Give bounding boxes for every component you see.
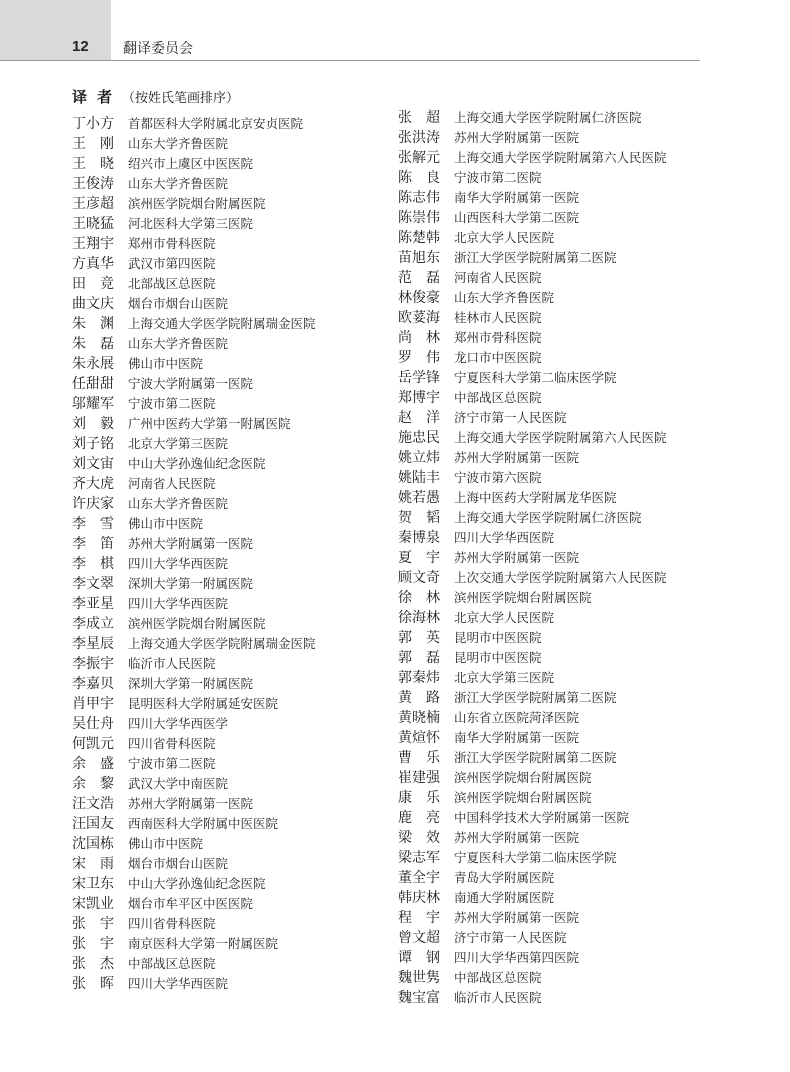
translator-entry [398,168,728,188]
translator-affiliation: 北京大学第三医院 [128,436,229,451]
translator-affiliation: 宁波市第二医院 [454,170,542,185]
translator-name: 何凯元 [72,736,114,752]
translator-entry [398,728,728,748]
translator-affiliation: 中国科学技术大学附属第一医院 [454,810,630,825]
translator-entry [398,148,728,168]
translator-affiliation: 四川大学华西第四医院 [454,950,580,965]
translator-name: 郭 英 [398,630,440,646]
translator-entry [398,208,728,228]
translator-name: 田 竞 [72,276,114,292]
translator-affiliation: 苏州大学附属第一医院 [454,450,580,465]
translator-entry [72,794,402,814]
translator-affiliation: 苏州大学附属第一医院 [454,130,580,145]
translator-entry [398,908,728,928]
translator-name: 韩庆林 [398,890,440,906]
heading-sort-note: （按姓氏笔画排序） [122,91,240,106]
translator-name: 崔建强 [398,770,440,786]
translator-entry [72,174,402,194]
translator-entry [398,708,728,728]
translator-affiliation: 烟台市烟台山医院 [128,856,229,871]
translator-affiliation: 山东大学齐鲁医院 [128,136,229,151]
translator-entry [72,894,402,914]
translator-name: 陈 良 [398,170,440,186]
translator-affiliation: 西南医科大学附属中医医院 [128,816,279,831]
translator-entry [72,394,402,414]
translator-affiliation: 宁波市第二医院 [128,756,216,771]
translator-name: 黄煊怀 [398,730,440,746]
translator-entry [398,868,728,888]
translator-affiliation: 山西医科大学第二医院 [454,210,580,225]
translator-name: 陈楚韩 [398,230,440,246]
translator-entry [72,514,402,534]
translator-name: 宋 雨 [72,856,114,872]
translator-affiliation: 苏州大学附属第一医院 [128,536,254,551]
translator-entry [398,268,728,288]
translator-affiliation: 苏州大学附属第一医院 [454,830,580,845]
section-heading [72,86,239,107]
translator-name: 曾文超 [398,930,440,946]
translator-name: 余 黎 [72,776,114,792]
translator-name: 汪文浩 [72,796,114,812]
translator-name: 范 磊 [398,270,440,286]
translator-name: 欧荽海 [398,310,440,326]
translator-affiliation: 苏州大学附属第一医院 [128,796,254,811]
translator-name: 邬耀军 [72,396,114,412]
translator-name: 李振宇 [72,656,114,672]
translator-entry [398,628,728,648]
translator-entry [398,608,728,628]
translator-entry [72,434,402,454]
translator-name: 张 宇 [72,916,114,932]
translator-entry [398,408,728,428]
translator-name: 王俊涛 [72,176,114,192]
translator-entry [398,568,728,588]
translator-entry [398,988,728,1008]
translator-entry [398,328,728,348]
translator-name: 朱 渊 [72,316,114,332]
translator-name: 王彦超 [72,196,114,212]
translator-affiliation: 济宁市第一人民医院 [454,410,567,425]
translator-name: 张 超 [398,110,440,126]
translator-entry [398,768,728,788]
translator-affiliation: 宁波市第二医院 [128,396,216,411]
translator-affiliation: 宁波市第六医院 [454,470,542,485]
translator-name: 刘子铭 [72,436,114,452]
translator-name: 李 雪 [72,516,114,532]
translator-entry [398,888,728,908]
translator-name: 方真华 [72,256,114,272]
translator-name: 李 棋 [72,556,114,572]
translator-name: 李星辰 [72,636,114,652]
translator-entry [398,808,728,828]
translator-affiliation: 上海交通大学医学院附属仁济医院 [454,510,642,525]
translator-entry [398,548,728,568]
translator-entry [398,348,728,368]
translator-entry [72,454,402,474]
translator-entry [398,448,728,468]
translator-affiliation: 山东大学齐鲁医院 [128,336,229,351]
translator-entry [72,254,402,274]
translator-affiliation: 滨州医学院烟台附属医院 [454,770,592,785]
translator-entry [398,968,728,988]
translator-affiliation: 北京大学人民医院 [454,230,555,245]
translator-affiliation: 昆明市中医医院 [454,630,542,645]
translator-affiliation: 中部战区总医院 [128,956,216,971]
translator-affiliation: 苏州大学附属第一医院 [454,550,580,565]
translator-affiliation: 烟台市烟台山医院 [128,296,229,311]
translator-affiliation: 北部战区总医院 [128,276,216,291]
translator-affiliation: 滨州医学院烟台附属医院 [128,196,266,211]
translator-entry [398,788,728,808]
translator-name: 黄 路 [398,690,440,706]
translator-entry [398,468,728,488]
translator-entry [72,474,402,494]
translator-entry [72,154,402,174]
translator-name: 齐大虎 [72,476,114,492]
translator-entry [72,554,402,574]
translator-affiliation: 上海交通大学医学院附属仁济医院 [454,110,642,125]
running-title: 翻译委员会 [123,41,193,57]
translator-affiliation: 临沂市人民医院 [454,990,542,1005]
translator-name: 姚立炜 [398,450,440,466]
translator-affiliation: 上海交通大学医学院附属瑞金医院 [128,636,316,651]
translator-affiliation: 上海交通大学医学院附属第六人民医院 [454,430,667,445]
translator-affiliation: 佛山市中医院 [128,516,204,531]
translator-entry [398,688,728,708]
translator-name: 李 笛 [72,536,114,552]
translator-name: 郑博宇 [398,390,440,406]
translator-name: 施忠民 [398,430,440,446]
translator-entry [72,574,402,594]
translator-affiliation: 山东大学齐鲁医院 [454,290,555,305]
translator-affiliation: 南京医科大学第一附属医院 [128,936,279,951]
translator-name: 李文翠 [72,576,114,592]
translator-name: 刘文宙 [72,456,114,472]
translator-affiliation: 龙口市中医医院 [454,350,542,365]
translator-entry [72,234,402,254]
translator-affiliation: 山东省立医院菏泽医院 [454,710,580,725]
translator-name: 许庆家 [72,496,114,512]
translator-entry [398,488,728,508]
translator-name: 任甜甜 [72,376,114,392]
translator-affiliation: 绍兴市上虞区中医医院 [128,156,254,171]
translator-affiliation: 四川大学华西医院 [128,596,229,611]
translator-entry [72,354,402,374]
translator-entry [398,928,728,948]
translator-entry [72,654,402,674]
translator-affiliation: 佛山市中医院 [128,836,204,851]
translator-entry [398,528,728,548]
translator-name: 曲文庆 [72,296,114,312]
translator-entry [72,334,402,354]
translator-affiliation: 苏州大学附属第一医院 [454,910,580,925]
translator-name: 梁志军 [398,850,440,866]
translator-affiliation: 滨州医学院烟台附属医院 [128,616,266,631]
translator-entry [72,714,402,734]
translator-name: 张 宇 [72,936,114,952]
translator-affiliation: 南通大学附属医院 [454,890,555,905]
translator-name: 王翔宇 [72,236,114,252]
translator-affiliation: 北京大学第三医院 [454,670,555,685]
translator-affiliation: 济宁市第一人民医院 [454,930,567,945]
translator-affiliation: 浙江大学医学院附属第二医院 [454,690,617,705]
translator-affiliation: 四川大学华西医学 [128,716,229,731]
translator-entry [72,874,402,894]
translator-affiliation: 宁夏医科大学第二临床医学院 [454,850,617,865]
translator-entry [72,814,402,834]
translator-affiliation: 中部战区总医院 [454,390,542,405]
translator-affiliation: 中山大学孙逸仙纪念医院 [128,456,266,471]
translator-affiliation: 四川大学华西医院 [454,530,555,545]
translator-name: 秦博泉 [398,530,440,546]
translator-entry [72,194,402,214]
translator-entry [398,108,728,128]
translator-name: 李嘉贝 [72,676,114,692]
translator-name: 尚 林 [398,330,440,346]
translator-affiliation: 滨州医学院烟台附属医院 [454,790,592,805]
translator-name: 林俊豪 [398,290,440,306]
translator-affiliation: 昆明医科大学附属延安医院 [128,696,279,711]
translator-affiliation: 武汉市第四医院 [128,256,216,271]
translator-name: 郭 磊 [398,650,440,666]
translator-name: 梁 效 [398,830,440,846]
translator-name: 黄晓楠 [398,710,440,726]
translator-entry [72,974,402,994]
translator-name: 张 杰 [72,956,114,972]
translator-name: 李亚星 [72,596,114,612]
translator-affiliation: 上海交通大学医学院附属瑞金医院 [128,316,316,331]
translator-entry [72,214,402,234]
translator-name: 张解元 [398,150,440,166]
translator-entry [72,754,402,774]
translator-affiliation: 中山大学孙逸仙纪念医院 [128,876,266,891]
translator-affiliation: 四川省骨科医院 [128,736,216,751]
translator-name: 张 晖 [72,976,114,992]
translator-name: 董全宇 [398,870,440,886]
translator-affiliation: 浙江大学医学院附属第二医院 [454,250,617,265]
translator-entry [72,294,402,314]
translator-name: 康 乐 [398,790,440,806]
translator-affiliation: 青岛大学附属医院 [454,870,555,885]
translator-entry [72,274,402,294]
header-tab-block [0,0,111,60]
translator-name: 赵 洋 [398,410,440,426]
translator-affiliation: 宁波大学附属第一医院 [128,376,254,391]
translator-affiliation: 上次交通大学医学院附属第六人民医院 [454,570,667,585]
translator-affiliation: 烟台市牟平区中医医院 [128,896,254,911]
translator-entry [398,508,728,528]
translator-entry [72,674,402,694]
translator-name: 徐海林 [398,610,440,626]
translator-entry [398,128,728,148]
translator-name: 程 宇 [398,910,440,926]
translator-name: 徐 林 [398,590,440,606]
translator-entry [72,134,402,154]
translator-entry [72,594,402,614]
translator-affiliation: 上海交通大学医学院附属第六人民医院 [454,150,667,165]
translator-affiliation: 宁夏医科大学第二临床医学院 [454,370,617,385]
translator-affiliation: 桂林市人民医院 [454,310,542,325]
translator-entry [72,534,402,554]
translator-name: 王 晓 [72,156,114,172]
translator-name: 姚若愚 [398,490,440,506]
translator-name: 谭 钢 [398,950,440,966]
translator-entry [398,648,728,668]
translator-affiliation: 上海中医药大学附属龙华医院 [454,490,617,505]
translator-entry [72,854,402,874]
translator-entry [72,834,402,854]
translator-affiliation: 山东大学齐鲁医院 [128,496,229,511]
translator-entry [398,248,728,268]
translator-affiliation: 郑州市骨科医院 [128,236,216,251]
translator-name: 吴仕舟 [72,716,114,732]
translator-affiliation: 四川省骨科医院 [128,916,216,931]
translator-name: 朱永展 [72,356,114,372]
translator-name: 王 刚 [72,136,114,152]
translator-affiliation: 昆明市中医医院 [454,650,542,665]
translator-list-left [72,114,402,994]
translator-affiliation: 山东大学齐鲁医院 [128,176,229,191]
translator-entry [72,414,402,434]
translator-affiliation: 郑州市骨科医院 [454,330,542,345]
translator-entry [398,848,728,868]
translator-name: 陈崇伟 [398,210,440,226]
translator-affiliation: 北京大学人民医院 [454,610,555,625]
translator-affiliation: 武汉大学中南医院 [128,776,229,791]
translator-name: 陈志伟 [398,190,440,206]
translator-entry [398,668,728,688]
translator-affiliation: 广州中医药大学第一附属医院 [128,416,291,431]
translator-affiliation: 河北医科大学第三医院 [128,216,254,231]
translator-entry [72,374,402,394]
translator-entry [398,308,728,328]
translator-entry [398,188,728,208]
translator-name: 汪国友 [72,816,114,832]
translator-affiliation: 南华大学附属第一医院 [454,190,580,205]
translator-affiliation: 佛山市中医院 [128,356,204,371]
translator-entry [72,954,402,974]
translator-name: 沈国栋 [72,836,114,852]
translator-entry [72,494,402,514]
translator-entry [72,934,402,954]
translator-affiliation: 中部战区总医院 [454,970,542,985]
translator-name: 苗旭东 [398,250,440,266]
translator-name: 宋凯业 [72,896,114,912]
translator-affiliation: 河南省人民医院 [454,270,542,285]
translator-affiliation: 浙江大学医学院附属第二医院 [454,750,617,765]
translator-name: 罗 伟 [398,350,440,366]
translator-entry [398,228,728,248]
translator-entry [398,368,728,388]
translator-name: 朱 磊 [72,336,114,352]
translator-name: 夏 宇 [398,550,440,566]
translator-affiliation: 四川大学华西医院 [128,556,229,571]
translator-entry [398,428,728,448]
page-number: 12 [72,38,89,55]
translator-affiliation: 深圳大学第一附属医院 [128,676,254,691]
translator-entry [398,388,728,408]
translator-name: 李成立 [72,616,114,632]
translator-affiliation: 四川大学华西医院 [128,976,229,991]
translator-name: 肖甲宇 [72,696,114,712]
translator-affiliation: 滨州医学院烟台附属医院 [454,590,592,605]
translator-entry [72,774,402,794]
translator-entry [72,114,402,134]
translator-name: 刘 毅 [72,416,114,432]
translator-affiliation: 深圳大学第一附属医院 [128,576,254,591]
translator-name: 魏宝富 [398,990,440,1006]
translator-name: 余 盛 [72,756,114,772]
translator-name: 张洪涛 [398,130,440,146]
translator-entry [72,614,402,634]
translator-entry [398,828,728,848]
translator-name: 宋卫东 [72,876,114,892]
translator-list-right [398,108,728,1008]
translator-entry [72,694,402,714]
translator-entry [72,634,402,654]
translator-entry [72,734,402,754]
translator-name: 丁小方 [72,116,114,132]
header-divider [0,60,700,61]
heading-label: 译者 [72,88,123,106]
translator-name: 魏世隽 [398,970,440,986]
translator-affiliation: 临沂市人民医院 [128,656,216,671]
translator-entry [398,748,728,768]
translator-entry [398,948,728,968]
translator-name: 鹿 亮 [398,810,440,826]
translator-name: 姚陆丰 [398,470,440,486]
translator-affiliation: 首都医科大学附属北京安贞医院 [128,116,304,131]
translator-name: 王晓猛 [72,216,114,232]
translator-entry [72,314,402,334]
translator-name: 顾文奇 [398,570,440,586]
translator-entry [72,914,402,934]
translator-name: 岳学锋 [398,370,440,386]
translator-name: 曹 乐 [398,750,440,766]
translator-entry [398,288,728,308]
translator-affiliation: 河南省人民医院 [128,476,216,491]
translator-name: 郭秦炜 [398,670,440,686]
translator-entry [398,588,728,608]
translator-affiliation: 南华大学附属第一医院 [454,730,580,745]
translator-name: 贺 韬 [398,510,440,526]
